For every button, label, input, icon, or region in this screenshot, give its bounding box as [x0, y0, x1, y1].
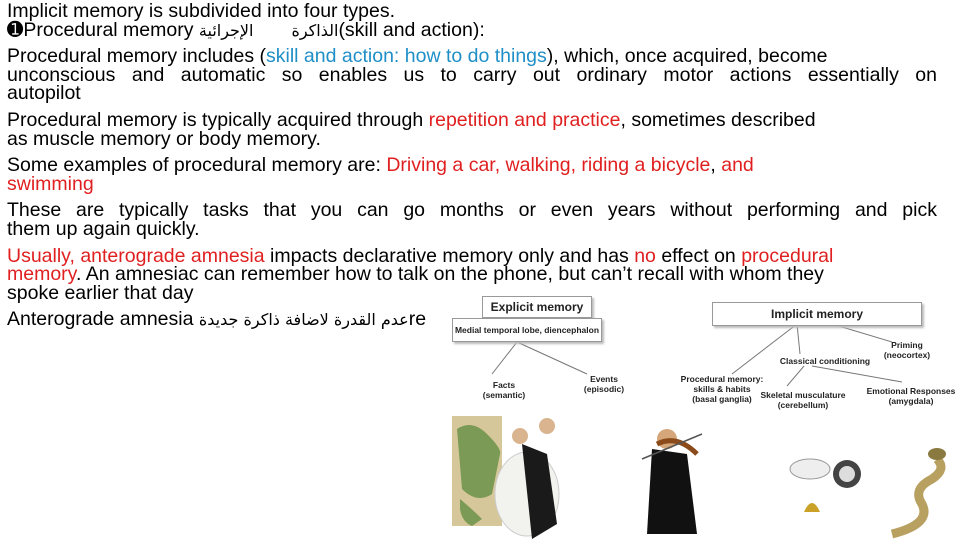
implicit-memory-box — [712, 302, 922, 326]
number-one-icon: ➊ — [7, 18, 24, 41]
paragraph-4-line-1: These are typically tasks that you can go months or even years without performing and pick — [7, 199, 937, 222]
p2-pre: Procedural memory is typically acquired through — [7, 108, 429, 131]
dancers-image — [495, 418, 559, 539]
paragraph-1-line-2: unconscious and automatic so enables us to carry out ordinary motor actions essentially on — [7, 63, 937, 86]
paragraph-2 — [7, 108, 937, 150]
p5-highlight-1: Usually, anterograde amnesia — [7, 244, 265, 267]
paragraph-2-line-1 — [7, 108, 937, 131]
paragraph-1-line-1 — [7, 47, 937, 66]
paragraph-5-line-2 — [7, 265, 937, 284]
bell-image — [804, 503, 820, 512]
paragraph-1 — [7, 47, 937, 103]
point-1-line — [7, 18, 937, 41]
p3-mid: , — [710, 154, 722, 177]
p3-highlight-2: and — [721, 154, 754, 177]
explicit-memory-sub-box — [452, 318, 602, 342]
p5-highlight-2: no — [634, 244, 656, 267]
procedural-label: Procedural memory: skills & habits (basal ganglia) — [680, 374, 764, 404]
paragraph-4-line-2: them up again quickly. — [7, 217, 200, 240]
emotional-label: Emotional Responses (amygdala) — [866, 386, 956, 406]
paragraph-4 — [7, 201, 937, 238]
p1-highlight: skill and action: how to do things — [266, 45, 547, 68]
arabic-term-a: الإجرائية — [198, 20, 254, 40]
paragraph-1-line-3: autopilot — [7, 82, 81, 105]
bowl-image — [790, 459, 830, 479]
paragraph-5-line-3: spoke earlier that day — [7, 281, 194, 304]
p3-pre: Some examples of procedural memory are: — [7, 154, 387, 177]
p2-post: , sometimes described — [620, 108, 816, 131]
explicit-memory-sub: Medial temporal lobe, diencephalon — [454, 325, 600, 335]
slide-text — [7, 2, 937, 329]
p6-label: Anterograde amnesia — [7, 308, 194, 331]
violinist-image — [642, 429, 702, 534]
priming-label: Priming (neocortex) — [883, 340, 931, 360]
classical-conditioning-label: Classical conditioning — [779, 356, 871, 366]
implicit-memory-title: Implicit memory — [770, 307, 864, 321]
facts-label: Facts (semantic) — [482, 380, 526, 400]
arabic-term-b: الذاكرة — [291, 20, 339, 40]
p1-pre: Procedural memory includes ( — [7, 45, 267, 68]
point-1-paren: (skill and action): — [338, 18, 485, 41]
memory-diagram — [452, 294, 960, 540]
skeletal-label: Skeletal musculature (cerebellum) — [760, 390, 846, 410]
p6-tail: re — [408, 308, 427, 331]
explicit-memory-title: Explicit memory — [490, 300, 584, 314]
paragraph-2-line-2: as muscle memory or body memory. — [7, 127, 321, 150]
p5-highlight-3: procedural — [741, 244, 834, 267]
p2-highlight: repetition and practice — [428, 108, 621, 131]
heading-text: Implicit memory is subdivided into four types. — [7, 0, 395, 22]
p5-post: . An amnesiac can remember how to talk on the phone, but can’t recall with whom they — [75, 263, 824, 286]
paragraph-3-line-2: swimming — [7, 172, 94, 195]
point-1-label: Procedural memory — [23, 18, 194, 41]
p1-post: ), which, once acquired, become — [546, 45, 828, 68]
snake-image — [892, 448, 946, 534]
p5-mid-2: effect on — [655, 244, 742, 267]
p5-highlight-4: memory — [7, 263, 76, 286]
p6-arabic: عدم القدرة لاضافة ذاكرة جديدة — [198, 310, 409, 330]
p3-highlight-1: Driving a car, walking, riding a bicycle — [386, 154, 711, 177]
p5-mid-1: impacts declarative memory only and has — [264, 244, 635, 267]
events-label: Events (episodic) — [583, 374, 625, 394]
paragraph-3-line-1 — [7, 156, 937, 175]
paragraph-3 — [7, 156, 937, 193]
explicit-memory-box — [482, 296, 592, 318]
